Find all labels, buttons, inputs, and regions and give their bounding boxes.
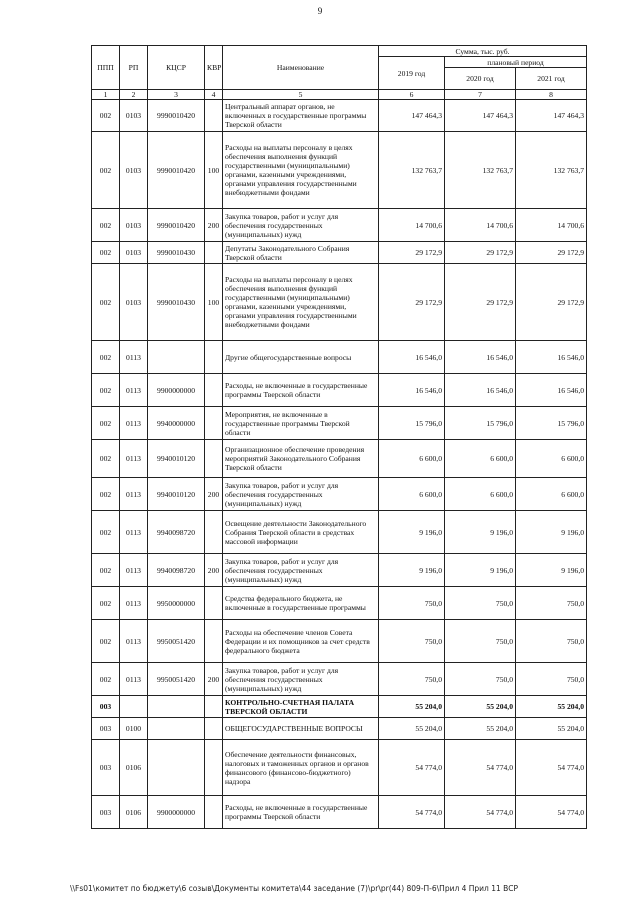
header-rp: РП (120, 46, 148, 90)
table-row (92, 478, 587, 511)
cell-ppp: 003 (92, 718, 120, 740)
header-sum: Сумма, тыс. руб. (379, 46, 587, 57)
cell-2021: 147 464,3 (516, 100, 587, 132)
cell-ppp: 003 (92, 796, 120, 829)
cell-2021: 15 796,0 (516, 407, 587, 440)
cell-ppp: 002 (92, 242, 120, 264)
cell-rp: 0113 (120, 478, 148, 511)
cell-rp: 0106 (120, 796, 148, 829)
cell-name: Закупка товаров, работ и услуг для обеспечения государственных (муниципальных) нужд (223, 209, 379, 242)
cell-kvr (205, 796, 223, 829)
cell-kvr (205, 242, 223, 264)
table-body (92, 100, 587, 829)
cell-2020: 55 204,0 (445, 696, 516, 718)
cell-name: Расходы, не включенные в государственные программы Тверской области (223, 796, 379, 829)
cell-ppp: 002 (92, 440, 120, 478)
cell-kvr: 100 (205, 264, 223, 341)
cell-2021: 54 774,0 (516, 796, 587, 829)
cell-2019: 15 796,0 (379, 407, 445, 440)
column-number: 7 (445, 90, 516, 100)
table-row (92, 718, 587, 740)
header-ppp: ППП (92, 46, 120, 90)
cell-rp: 0113 (120, 440, 148, 478)
cell-rp: 0103 (120, 264, 148, 341)
cell-ppp: 002 (92, 511, 120, 554)
table-row (92, 663, 587, 696)
cell-rp: 0113 (120, 587, 148, 620)
cell-2020: 54 774,0 (445, 740, 516, 796)
cell-kvr (205, 511, 223, 554)
cell-kcsr: 9940098720 (148, 511, 205, 554)
cell-rp: 0113 (120, 663, 148, 696)
cell-kvr (205, 440, 223, 478)
cell-name: Средства федерального бюджета, не включенные в государственные программы (223, 587, 379, 620)
cell-2020: 14 700,6 (445, 209, 516, 242)
cell-ppp: 002 (92, 264, 120, 341)
cell-kcsr: 9990010420 (148, 100, 205, 132)
cell-ppp: 002 (92, 478, 120, 511)
cell-kcsr: 9950000000 (148, 587, 205, 620)
cell-kcsr: 9950051420 (148, 663, 205, 696)
cell-rp: 0100 (120, 718, 148, 740)
cell-2019: 29 172,9 (379, 242, 445, 264)
cell-rp: 0113 (120, 341, 148, 374)
cell-2020: 55 204,0 (445, 718, 516, 740)
cell-name: Освещение деятельности Законодательного Собрания Тверской области в средствах массовой информации (223, 511, 379, 554)
cell-rp: 0103 (120, 242, 148, 264)
cell-ppp: 002 (92, 554, 120, 587)
cell-name: Расходы на выплаты персоналу в целях обеспечения выполнения функций государственными (муниципальными) органами, казенными учреждениями, органами управления государственными внебюджетными фондами (223, 264, 379, 341)
cell-ppp: 002 (92, 341, 120, 374)
cell-2021: 132 763,7 (516, 132, 587, 209)
cell-name: ОБЩЕГОСУДАРСТВЕННЫЕ ВОПРОСЫ (223, 718, 379, 740)
cell-2020: 54 774,0 (445, 796, 516, 829)
cell-kcsr: 9940098720 (148, 554, 205, 587)
column-number: 3 (148, 90, 205, 100)
table-row (92, 374, 587, 407)
cell-kvr (205, 740, 223, 796)
cell-name: Расходы, не включенные в государственные программы Тверской области (223, 374, 379, 407)
cell-2021: 750,0 (516, 663, 587, 696)
column-number: 5 (223, 90, 379, 100)
table-row (92, 341, 587, 374)
table-row (92, 242, 587, 264)
cell-rp: 0113 (120, 374, 148, 407)
cell-kcsr (148, 696, 205, 718)
cell-2021: 750,0 (516, 620, 587, 663)
cell-2021: 6 600,0 (516, 478, 587, 511)
cell-ppp: 002 (92, 100, 120, 132)
page-number: 9 (317, 6, 323, 16)
cell-ppp: 003 (92, 696, 120, 718)
cell-2020: 750,0 (445, 620, 516, 663)
cell-2021: 6 600,0 (516, 440, 587, 478)
cell-kcsr: 9940010120 (148, 440, 205, 478)
column-number: 2 (120, 90, 148, 100)
cell-2021: 29 172,9 (516, 242, 587, 264)
cell-2020: 132 763,7 (445, 132, 516, 209)
cell-kcsr (148, 341, 205, 374)
cell-kcsr: 9990010430 (148, 264, 205, 341)
cell-2019: 55 204,0 (379, 696, 445, 718)
cell-rp: 0113 (120, 511, 148, 554)
cell-2019: 750,0 (379, 587, 445, 620)
cell-kcsr (148, 740, 205, 796)
cell-kcsr: 9950051420 (148, 620, 205, 663)
header-name: Наименование (223, 46, 379, 90)
cell-2020: 6 600,0 (445, 440, 516, 478)
cell-rp: 0106 (120, 740, 148, 796)
cell-kvr: 200 (205, 478, 223, 511)
cell-kvr (205, 341, 223, 374)
cell-2019: 750,0 (379, 663, 445, 696)
cell-kvr: 200 (205, 663, 223, 696)
cell-kvr: 200 (205, 209, 223, 242)
cell-name: Организационное обеспечение проведения мероприятий Законодательного Собрания Тверской области (223, 440, 379, 478)
cell-name: Расходы на обеспечение членов Совета Федерации и их помощников за счет средств федерального бюджета (223, 620, 379, 663)
header-2019: 2019 год (379, 57, 445, 90)
cell-2021: 55 204,0 (516, 696, 587, 718)
cell-kcsr: 9990010420 (148, 132, 205, 209)
cell-2019: 54 774,0 (379, 796, 445, 829)
table-row (92, 740, 587, 796)
header-2021: 2021 год (516, 68, 587, 90)
table-row (92, 132, 587, 209)
cell-ppp: 002 (92, 663, 120, 696)
cell-rp: 0103 (120, 132, 148, 209)
cell-2020: 16 546,0 (445, 374, 516, 407)
cell-kcsr: 9900000000 (148, 374, 205, 407)
cell-2019: 6 600,0 (379, 440, 445, 478)
cell-rp (120, 696, 148, 718)
header-kvr: КВР (205, 46, 223, 90)
cell-2019: 750,0 (379, 620, 445, 663)
table-row (92, 696, 587, 718)
cell-name: Закупка товаров, работ и услуг для обеспечения государственных (муниципальных) нужд (223, 478, 379, 511)
cell-2019: 14 700,6 (379, 209, 445, 242)
table-row (92, 620, 587, 663)
cell-name: Обеспечение деятельности финансовых, налоговых и таможенных органов и органов финансового (финансово-бюджетного) надзора (223, 740, 379, 796)
cell-2021: 750,0 (516, 587, 587, 620)
cell-2020: 29 172,9 (445, 242, 516, 264)
cell-kcsr: 9900000000 (148, 796, 205, 829)
header-2020: 2020 год (445, 68, 516, 90)
cell-2019: 55 204,0 (379, 718, 445, 740)
cell-2019: 9 196,0 (379, 554, 445, 587)
cell-name: Центральный аппарат органов, не включенных в государственные программы Тверской области (223, 100, 379, 132)
cell-2019: 6 600,0 (379, 478, 445, 511)
cell-2019: 132 763,7 (379, 132, 445, 209)
cell-kcsr: 9940010120 (148, 478, 205, 511)
cell-2021: 9 196,0 (516, 511, 587, 554)
cell-kvr: 100 (205, 132, 223, 209)
cell-rp: 0113 (120, 407, 148, 440)
column-number-row (92, 90, 587, 100)
cell-2020: 6 600,0 (445, 478, 516, 511)
cell-kvr (205, 620, 223, 663)
cell-2021: 29 172,9 (516, 264, 587, 341)
cell-2019: 147 464,3 (379, 100, 445, 132)
cell-kvr (205, 718, 223, 740)
cell-2020: 750,0 (445, 587, 516, 620)
header-planned: плановый период (445, 57, 587, 68)
table-row (92, 440, 587, 478)
table-row (92, 100, 587, 132)
table-row (92, 264, 587, 341)
cell-2020: 147 464,3 (445, 100, 516, 132)
cell-2020: 9 196,0 (445, 511, 516, 554)
cell-name: Закупка товаров, работ и услуг для обеспечения государственных (муниципальных) нужд (223, 663, 379, 696)
cell-kcsr (148, 718, 205, 740)
cell-2019: 29 172,9 (379, 264, 445, 341)
cell-kcsr: 9990010420 (148, 209, 205, 242)
table-row (92, 587, 587, 620)
table-row (92, 209, 587, 242)
column-number: 6 (379, 90, 445, 100)
cell-2021: 16 546,0 (516, 374, 587, 407)
cell-2021: 14 700,6 (516, 209, 587, 242)
cell-kvr (205, 407, 223, 440)
cell-2019: 9 196,0 (379, 511, 445, 554)
cell-2019: 16 546,0 (379, 341, 445, 374)
cell-name: Другие общегосударственные вопросы (223, 341, 379, 374)
cell-kvr (205, 100, 223, 132)
column-number: 8 (516, 90, 587, 100)
cell-rp: 0103 (120, 209, 148, 242)
table-row (92, 511, 587, 554)
cell-rp: 0113 (120, 620, 148, 663)
column-number: 1 (92, 90, 120, 100)
cell-name: Расходы на выплаты персоналу в целях обеспечения выполнения функций государственными (муниципальными) органами, казенными учреждениями, органами управления государственными внебюджетными фондами (223, 132, 379, 209)
cell-ppp: 003 (92, 740, 120, 796)
table-row (92, 554, 587, 587)
header-kcsr: КЦСР (148, 46, 205, 90)
cell-name: Мероприятия, не включенные в государственные программы Тверской области (223, 407, 379, 440)
cell-rp: 0113 (120, 554, 148, 587)
cell-2021: 54 774,0 (516, 740, 587, 796)
cell-rp: 0103 (120, 100, 148, 132)
cell-kcsr: 9990010430 (148, 242, 205, 264)
cell-ppp: 002 (92, 374, 120, 407)
cell-ppp: 002 (92, 209, 120, 242)
cell-2020: 15 796,0 (445, 407, 516, 440)
cell-ppp: 002 (92, 132, 120, 209)
cell-kvr (205, 374, 223, 407)
cell-2021: 55 204,0 (516, 718, 587, 740)
cell-2020: 16 546,0 (445, 341, 516, 374)
cell-2019: 54 774,0 (379, 740, 445, 796)
cell-name: Закупка товаров, работ и услуг для обеспечения государственных (муниципальных) нужд (223, 554, 379, 587)
cell-ppp: 002 (92, 620, 120, 663)
cell-2019: 16 546,0 (379, 374, 445, 407)
table-row (92, 407, 587, 440)
cell-ppp: 002 (92, 587, 120, 620)
cell-2020: 29 172,9 (445, 264, 516, 341)
column-number: 4 (205, 90, 223, 100)
file-path-footer: \\Fs01\комитет по бюджету\6 созыв\Документы комитета\44 заседание (7)\pr\pr(44) 809-П-6\Прил 4 Прил 11 ВСР (70, 884, 519, 893)
budget-table (91, 45, 587, 829)
cell-2021: 9 196,0 (516, 554, 587, 587)
cell-ppp: 002 (92, 407, 120, 440)
cell-2021: 16 546,0 (516, 341, 587, 374)
cell-name: КОНТРОЛЬНО-СЧЕТНАЯ ПАЛАТА ТВЕРСКОЙ ОБЛАСТИ (223, 696, 379, 718)
cell-name: Депутаты Законодательного Собрания Тверской области (223, 242, 379, 264)
cell-2020: 750,0 (445, 663, 516, 696)
table-row (92, 796, 587, 829)
cell-kcsr: 9940000000 (148, 407, 205, 440)
cell-kvr (205, 587, 223, 620)
cell-2020: 9 196,0 (445, 554, 516, 587)
cell-kvr: 200 (205, 554, 223, 587)
cell-kvr (205, 696, 223, 718)
